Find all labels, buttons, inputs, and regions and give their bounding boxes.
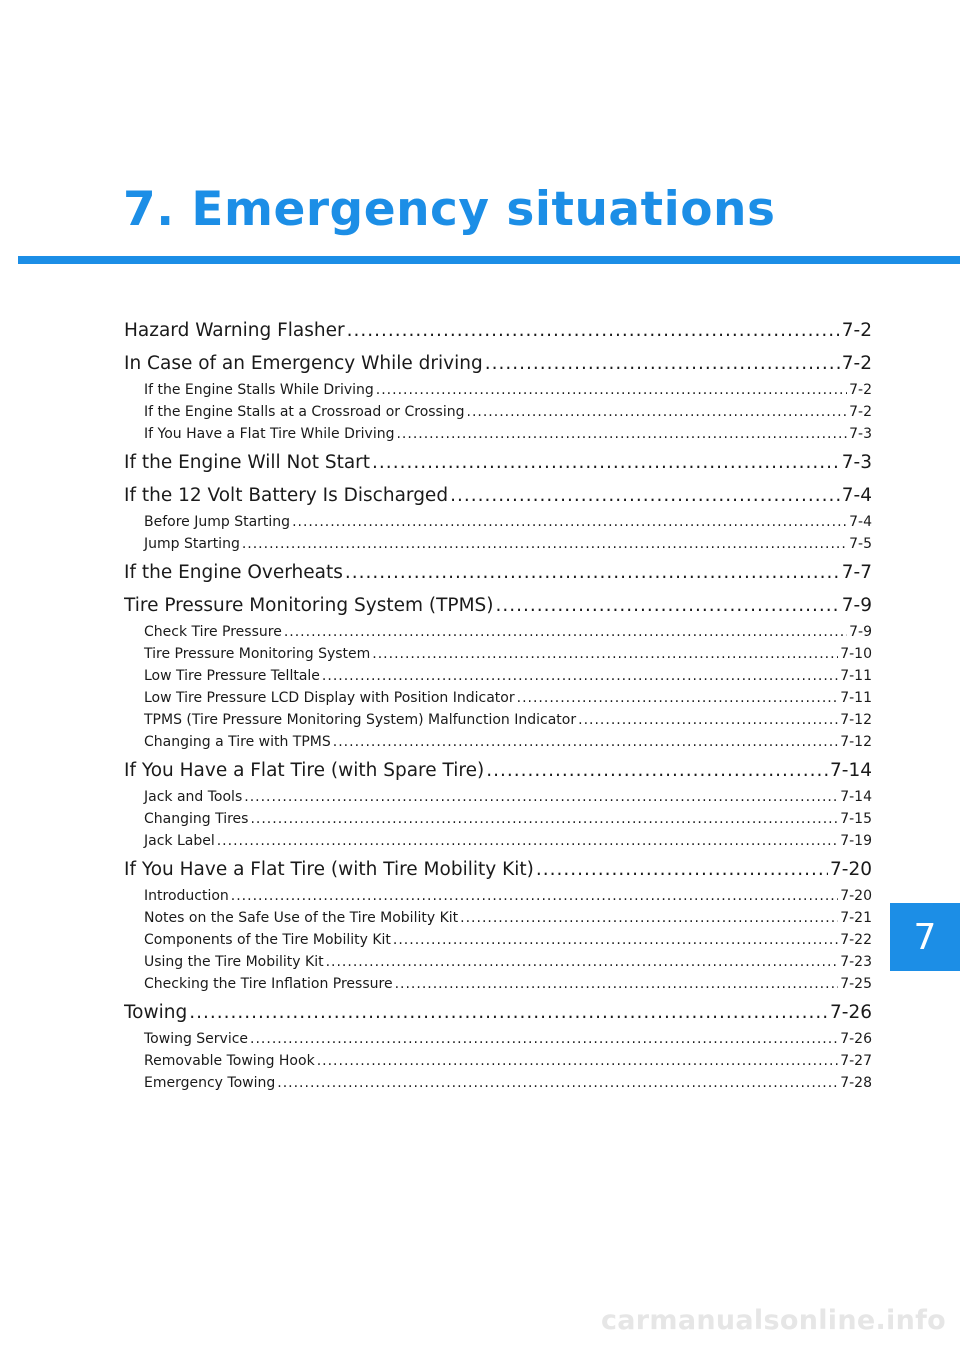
- toc-entry-label: If You Have a Flat Tire While Driving: [144, 426, 395, 442]
- toc-subsection-entry[interactable]: [124, 533, 872, 555]
- toc-entry-label: Tire Pressure Monitoring System: [144, 646, 371, 662]
- toc-entry-label: Components of the Tire Mobility Kit: [144, 932, 391, 948]
- toc-page-number: 7-2: [849, 404, 872, 420]
- toc-page-number: 7-14: [840, 789, 872, 805]
- toc-dot-leader: [326, 951, 839, 973]
- toc-page-number: 7-26: [830, 1002, 872, 1023]
- toc-section-entry[interactable]: [124, 348, 872, 379]
- toc-entry-label: Introduction: [144, 888, 229, 904]
- toc-entry-label: Changing Tires: [144, 811, 249, 827]
- toc-entry-label: Low Tire Pressure LCD Display with Position Indicator: [144, 690, 515, 706]
- toc-page-number: 7-9: [849, 624, 872, 640]
- toc-section-entry[interactable]: [124, 480, 872, 511]
- toc-entry-label: If You Have a Flat Tire (with Spare Tire): [124, 760, 485, 781]
- toc-page-number: 7-20: [830, 859, 872, 880]
- toc-page-number: 7-23: [840, 954, 872, 970]
- watermark: carmanualsonline.info: [600, 1305, 946, 1336]
- toc-page-number: 7-12: [840, 734, 872, 750]
- toc-entry-label: Jack Label: [144, 833, 215, 849]
- toc-dot-leader: [393, 929, 838, 951]
- toc-entry-label: Tire Pressure Monitoring System (TPMS): [124, 595, 494, 616]
- toc-dot-leader: [372, 643, 838, 665]
- toc-page-number: 7-26: [840, 1031, 872, 1047]
- toc-entry-label: If the Engine Overheats: [124, 562, 343, 583]
- toc-page-number: 7-5: [849, 536, 872, 552]
- toc-entry-label: Changing a Tire with TPMS: [144, 734, 331, 750]
- toc-page-number: 7-3: [849, 426, 872, 442]
- toc-dot-leader: [450, 480, 840, 511]
- toc-entry-label: Notes on the Safe Use of the Tire Mobility Kit: [144, 910, 459, 926]
- toc-page-number: 7-4: [841, 485, 872, 506]
- toc-page-number: 7-19: [840, 833, 872, 849]
- toc-page-number: 7-12: [840, 712, 872, 728]
- toc-subsection-entry[interactable]: [124, 786, 872, 808]
- toc-subsection-entry[interactable]: [124, 379, 872, 401]
- toc-subsection-entry[interactable]: [124, 401, 872, 423]
- toc-entry-label: Towing: [124, 1002, 188, 1023]
- toc-subsection-entry[interactable]: [124, 621, 872, 643]
- toc-dot-leader: [467, 401, 848, 423]
- toc-dot-leader: [242, 533, 847, 555]
- toc-dot-leader: [396, 423, 847, 445]
- toc-dot-leader: [217, 830, 838, 852]
- toc-page-number: 7-9: [841, 595, 872, 616]
- toc-entry-label: TPMS (Tire Pressure Monitoring System) Malfunction Indicator: [144, 712, 577, 728]
- toc-dot-leader: [284, 621, 847, 643]
- toc-subsection-entry[interactable]: [124, 731, 872, 753]
- toc-subsection-entry[interactable]: [124, 687, 872, 709]
- toc-entry-label: If the Engine Stalls at a Crossroad or Crossing: [144, 404, 465, 420]
- toc-dot-leader: [376, 379, 847, 401]
- title-divider: [18, 256, 960, 264]
- toc-subsection-entry[interactable]: [124, 423, 872, 445]
- toc-entry-label: Checking the Tire Inflation Pressure: [144, 976, 393, 992]
- toc-subsection-entry[interactable]: [124, 907, 872, 929]
- toc-subsection-entry[interactable]: [124, 709, 872, 731]
- toc-subsection-entry[interactable]: [124, 643, 872, 665]
- toc-page-number: 7-11: [840, 668, 872, 684]
- toc-subsection-entry[interactable]: [124, 1050, 872, 1072]
- toc-page-number: 7-20: [840, 888, 872, 904]
- toc-dot-leader: [485, 348, 840, 379]
- toc-dot-leader: [244, 786, 838, 808]
- toc-page-number: 7-2: [841, 353, 872, 374]
- toc-entry-label: Check Tire Pressure: [144, 624, 282, 640]
- toc-dot-leader: [250, 1028, 838, 1050]
- toc-dot-leader: [317, 1050, 839, 1072]
- toc-page-number: 7-11: [840, 690, 872, 706]
- toc-entry-label: If the Engine Will Not Start: [124, 452, 371, 473]
- toc-page-number: 7-10: [840, 646, 872, 662]
- toc-subsection-entry[interactable]: [124, 885, 872, 907]
- toc-entry-label: Hazard Warning Flasher: [124, 320, 345, 341]
- toc-entry-label: If the 12 Volt Battery Is Discharged: [124, 485, 449, 506]
- toc-page-number: 7-2: [849, 382, 872, 398]
- toc-subsection-entry[interactable]: [124, 929, 872, 951]
- toc-entry-label: Using the Tire Mobility Kit: [144, 954, 324, 970]
- toc-dot-leader: [347, 315, 840, 346]
- toc-dot-leader: [189, 997, 828, 1028]
- chapter-tab[interactable]: 7: [890, 903, 960, 971]
- toc-dot-leader: [517, 687, 839, 709]
- toc-page-number: 7-22: [840, 932, 872, 948]
- toc-page-number: 7-27: [840, 1053, 872, 1069]
- toc-dot-leader: [333, 731, 838, 753]
- toc-subsection-entry[interactable]: [124, 973, 872, 995]
- toc-section-entry[interactable]: [124, 755, 872, 786]
- chapter-title: 7. Emergency situations: [123, 182, 776, 237]
- toc-subsection-entry[interactable]: [124, 665, 872, 687]
- toc-subsection-entry[interactable]: [124, 808, 872, 830]
- toc-page-number: 7-15: [840, 811, 872, 827]
- toc-section-entry[interactable]: [124, 997, 872, 1028]
- toc-dot-leader: [496, 590, 840, 621]
- toc-page-number: 7-14: [830, 760, 872, 781]
- toc-section-entry[interactable]: [124, 447, 872, 478]
- toc-dot-leader: [250, 808, 838, 830]
- toc-section-entry[interactable]: [124, 590, 872, 621]
- toc-page-number: 7-28: [840, 1075, 872, 1091]
- toc-dot-leader: [277, 1072, 838, 1094]
- toc-entry-label: If the Engine Stalls While Driving: [144, 382, 374, 398]
- toc-dot-leader: [231, 885, 838, 907]
- toc-entry-label: In Case of an Emergency While driving: [124, 353, 483, 374]
- toc-page-number: 7-21: [840, 910, 872, 926]
- toc-subsection-entry[interactable]: [124, 1028, 872, 1050]
- toc-subsection-entry[interactable]: [124, 951, 872, 973]
- toc-subsection-entry[interactable]: [124, 830, 872, 852]
- table-of-contents: [124, 315, 872, 1094]
- toc-entry-label: Jump Starting: [144, 536, 240, 552]
- toc-entry-label: Jack and Tools: [144, 789, 243, 805]
- toc-entry-label: Before Jump Starting: [144, 514, 291, 530]
- toc-dot-leader: [322, 665, 838, 687]
- toc-subsection-entry[interactable]: [124, 511, 872, 533]
- toc-page-number: 7-4: [849, 514, 872, 530]
- toc-page-number: 7-3: [841, 452, 872, 473]
- toc-dot-leader: [292, 511, 847, 533]
- toc-section-entry[interactable]: [124, 557, 872, 588]
- toc-dot-leader: [486, 755, 828, 786]
- toc-dot-leader: [395, 973, 839, 995]
- toc-entry-label: Towing Service: [144, 1031, 249, 1047]
- toc-entry-label: Emergency Towing: [144, 1075, 276, 1091]
- toc-dot-leader: [578, 709, 838, 731]
- toc-dot-leader: [536, 854, 828, 885]
- toc-dot-leader: [372, 447, 840, 478]
- toc-section-entry[interactable]: [124, 315, 872, 346]
- toc-entry-label: Removable Towing Hook: [144, 1053, 315, 1069]
- toc-subsection-entry[interactable]: [124, 1072, 872, 1094]
- toc-entry-label: If You Have a Flat Tire (with Tire Mobility Kit): [124, 859, 534, 880]
- toc-section-entry[interactable]: [124, 854, 872, 885]
- toc-dot-leader: [460, 907, 838, 929]
- toc-entry-label: Low Tire Pressure Telltale: [144, 668, 320, 684]
- toc-dot-leader: [345, 557, 840, 588]
- toc-page-number: 7-7: [841, 562, 872, 583]
- toc-page-number: 7-2: [841, 320, 872, 341]
- toc-page-number: 7-25: [840, 976, 872, 992]
